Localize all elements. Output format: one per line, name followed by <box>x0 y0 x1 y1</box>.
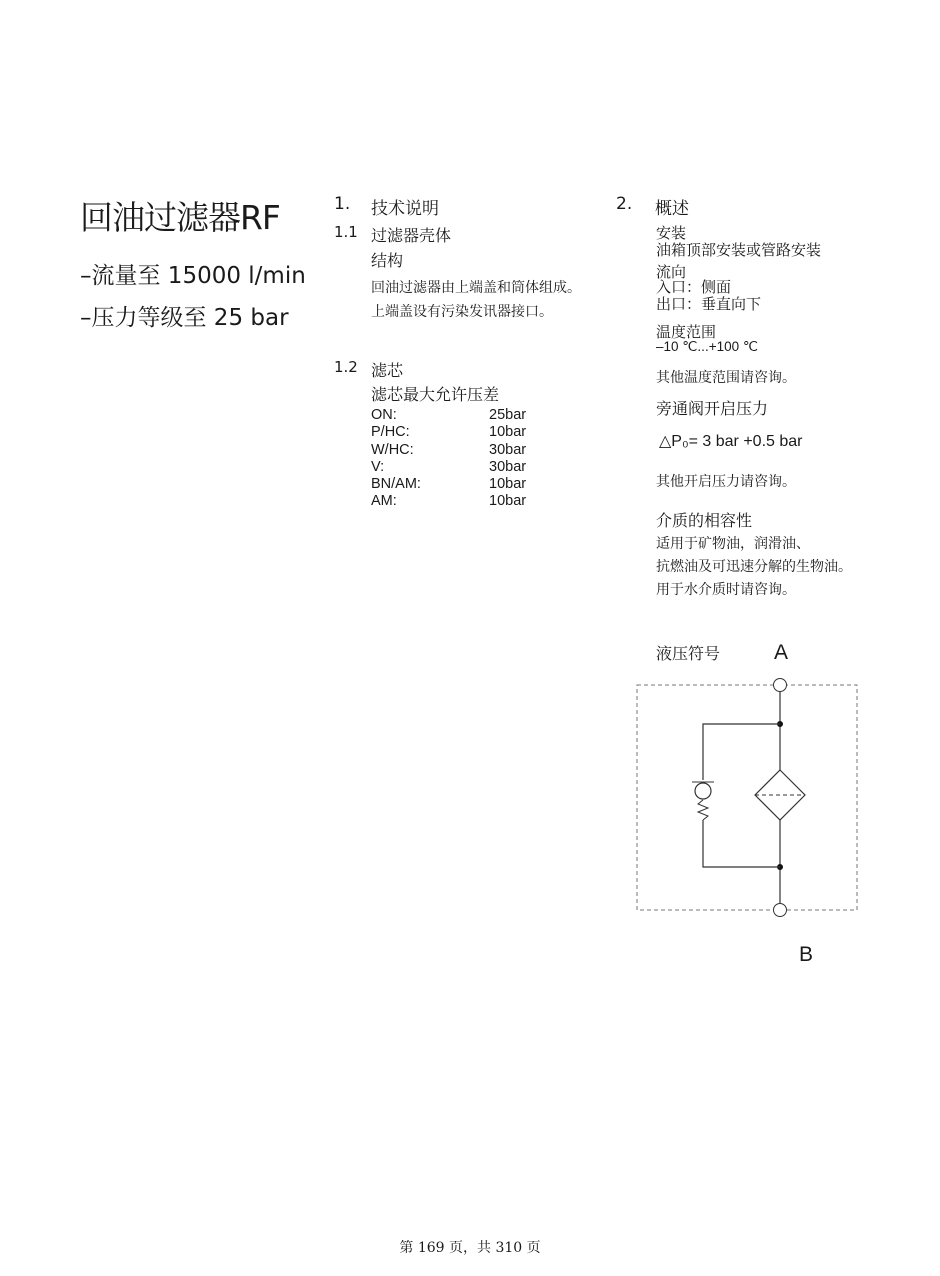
subtitle-pressure: –压力等级至 25 bar <box>80 305 289 331</box>
bypass-value: △P₀= 3 bar +0.5 bar <box>659 433 803 450</box>
hydraulic-symbol-label: 液压符号 <box>656 644 721 663</box>
element-value: 10bar <box>489 424 527 441</box>
element-pressure-table <box>371 407 531 511</box>
bypass-other: 其他开启压力请咨询。 <box>656 474 796 490</box>
install-text: 油箱顶部安装或管路安装 <box>656 241 822 259</box>
table-row <box>371 424 531 441</box>
flow-outlet: 出口：垂直向下 <box>656 295 762 313</box>
page-title: 回油过滤器RF <box>80 198 280 237</box>
element-name: BN/AM: <box>371 476 421 493</box>
install-label: 安装 <box>656 224 687 242</box>
media-line-1: 适用于矿物油，润滑油、 <box>656 536 810 552</box>
element-name: P/HC: <box>371 424 410 441</box>
temperature-range: –10 ℃...+100 ℃ <box>656 339 759 354</box>
section-1-2-number: 1.2 <box>334 358 358 376</box>
check-valve-ball <box>695 783 711 799</box>
port-b-connection <box>774 904 787 917</box>
table-row <box>371 493 531 510</box>
element-value: 30bar <box>489 458 527 475</box>
section-1-2-heading: 滤芯 <box>371 361 404 380</box>
element-name: W/HC: <box>371 441 414 458</box>
element-value: 10bar <box>489 493 527 510</box>
hydraulic-symbol-diagram <box>620 630 880 970</box>
temperature-label: 温度范围 <box>656 323 717 341</box>
port-a-label: A <box>774 641 789 664</box>
section-2-heading: 概述 <box>655 199 689 219</box>
bypass-label: 旁通阀开启压力 <box>656 399 769 418</box>
element-name: V: <box>371 458 385 475</box>
element-value: 30bar <box>489 441 527 458</box>
media-line-3: 用于水介质时请咨询。 <box>656 582 796 598</box>
element-name: AM: <box>371 493 397 510</box>
element-name: ON: <box>371 407 397 423</box>
section-1-heading: 技术说明 <box>371 199 439 219</box>
table-row <box>371 459 531 476</box>
table-row <box>371 442 531 459</box>
port-a-connection <box>774 679 787 692</box>
bypass-line-top <box>703 724 780 780</box>
structure-line-2: 上端盖设有污染发讯器接口。 <box>371 304 553 320</box>
table-row <box>371 407 531 424</box>
flow-inlet: 入口：侧面 <box>656 278 732 296</box>
page-number: 第 169 页，共 310 页 <box>399 1240 541 1256</box>
bypass-spring <box>698 800 708 820</box>
section-2-number: 2. <box>616 194 633 214</box>
element-value: 10bar <box>489 476 527 493</box>
section-1-1-heading: 过滤器壳体 <box>371 226 452 245</box>
filter-housing-boundary <box>637 685 857 910</box>
media-line-2: 抗燃油及可迅速分解的生物油。 <box>656 559 852 575</box>
element-value: 25bar <box>489 407 527 423</box>
structure-line-1: 回油过滤器由上端盖和筒体组成。 <box>371 280 581 296</box>
structure-label: 结构 <box>371 251 404 270</box>
bypass-line-bottom <box>703 820 780 867</box>
subtitle-flow: –流量至 15000 l/min <box>80 263 306 289</box>
temperature-other: 其他温度范围请咨询。 <box>656 370 796 386</box>
section-1-number: 1. <box>334 194 351 214</box>
table-row <box>371 476 531 493</box>
port-b-label: B <box>799 943 814 966</box>
pressure-diff-label: 滤芯最大允许压差 <box>371 385 500 404</box>
flow-label: 流向 <box>656 263 687 281</box>
media-label: 介质的相容性 <box>656 511 753 530</box>
section-1-1-number: 1.1 <box>334 223 358 241</box>
